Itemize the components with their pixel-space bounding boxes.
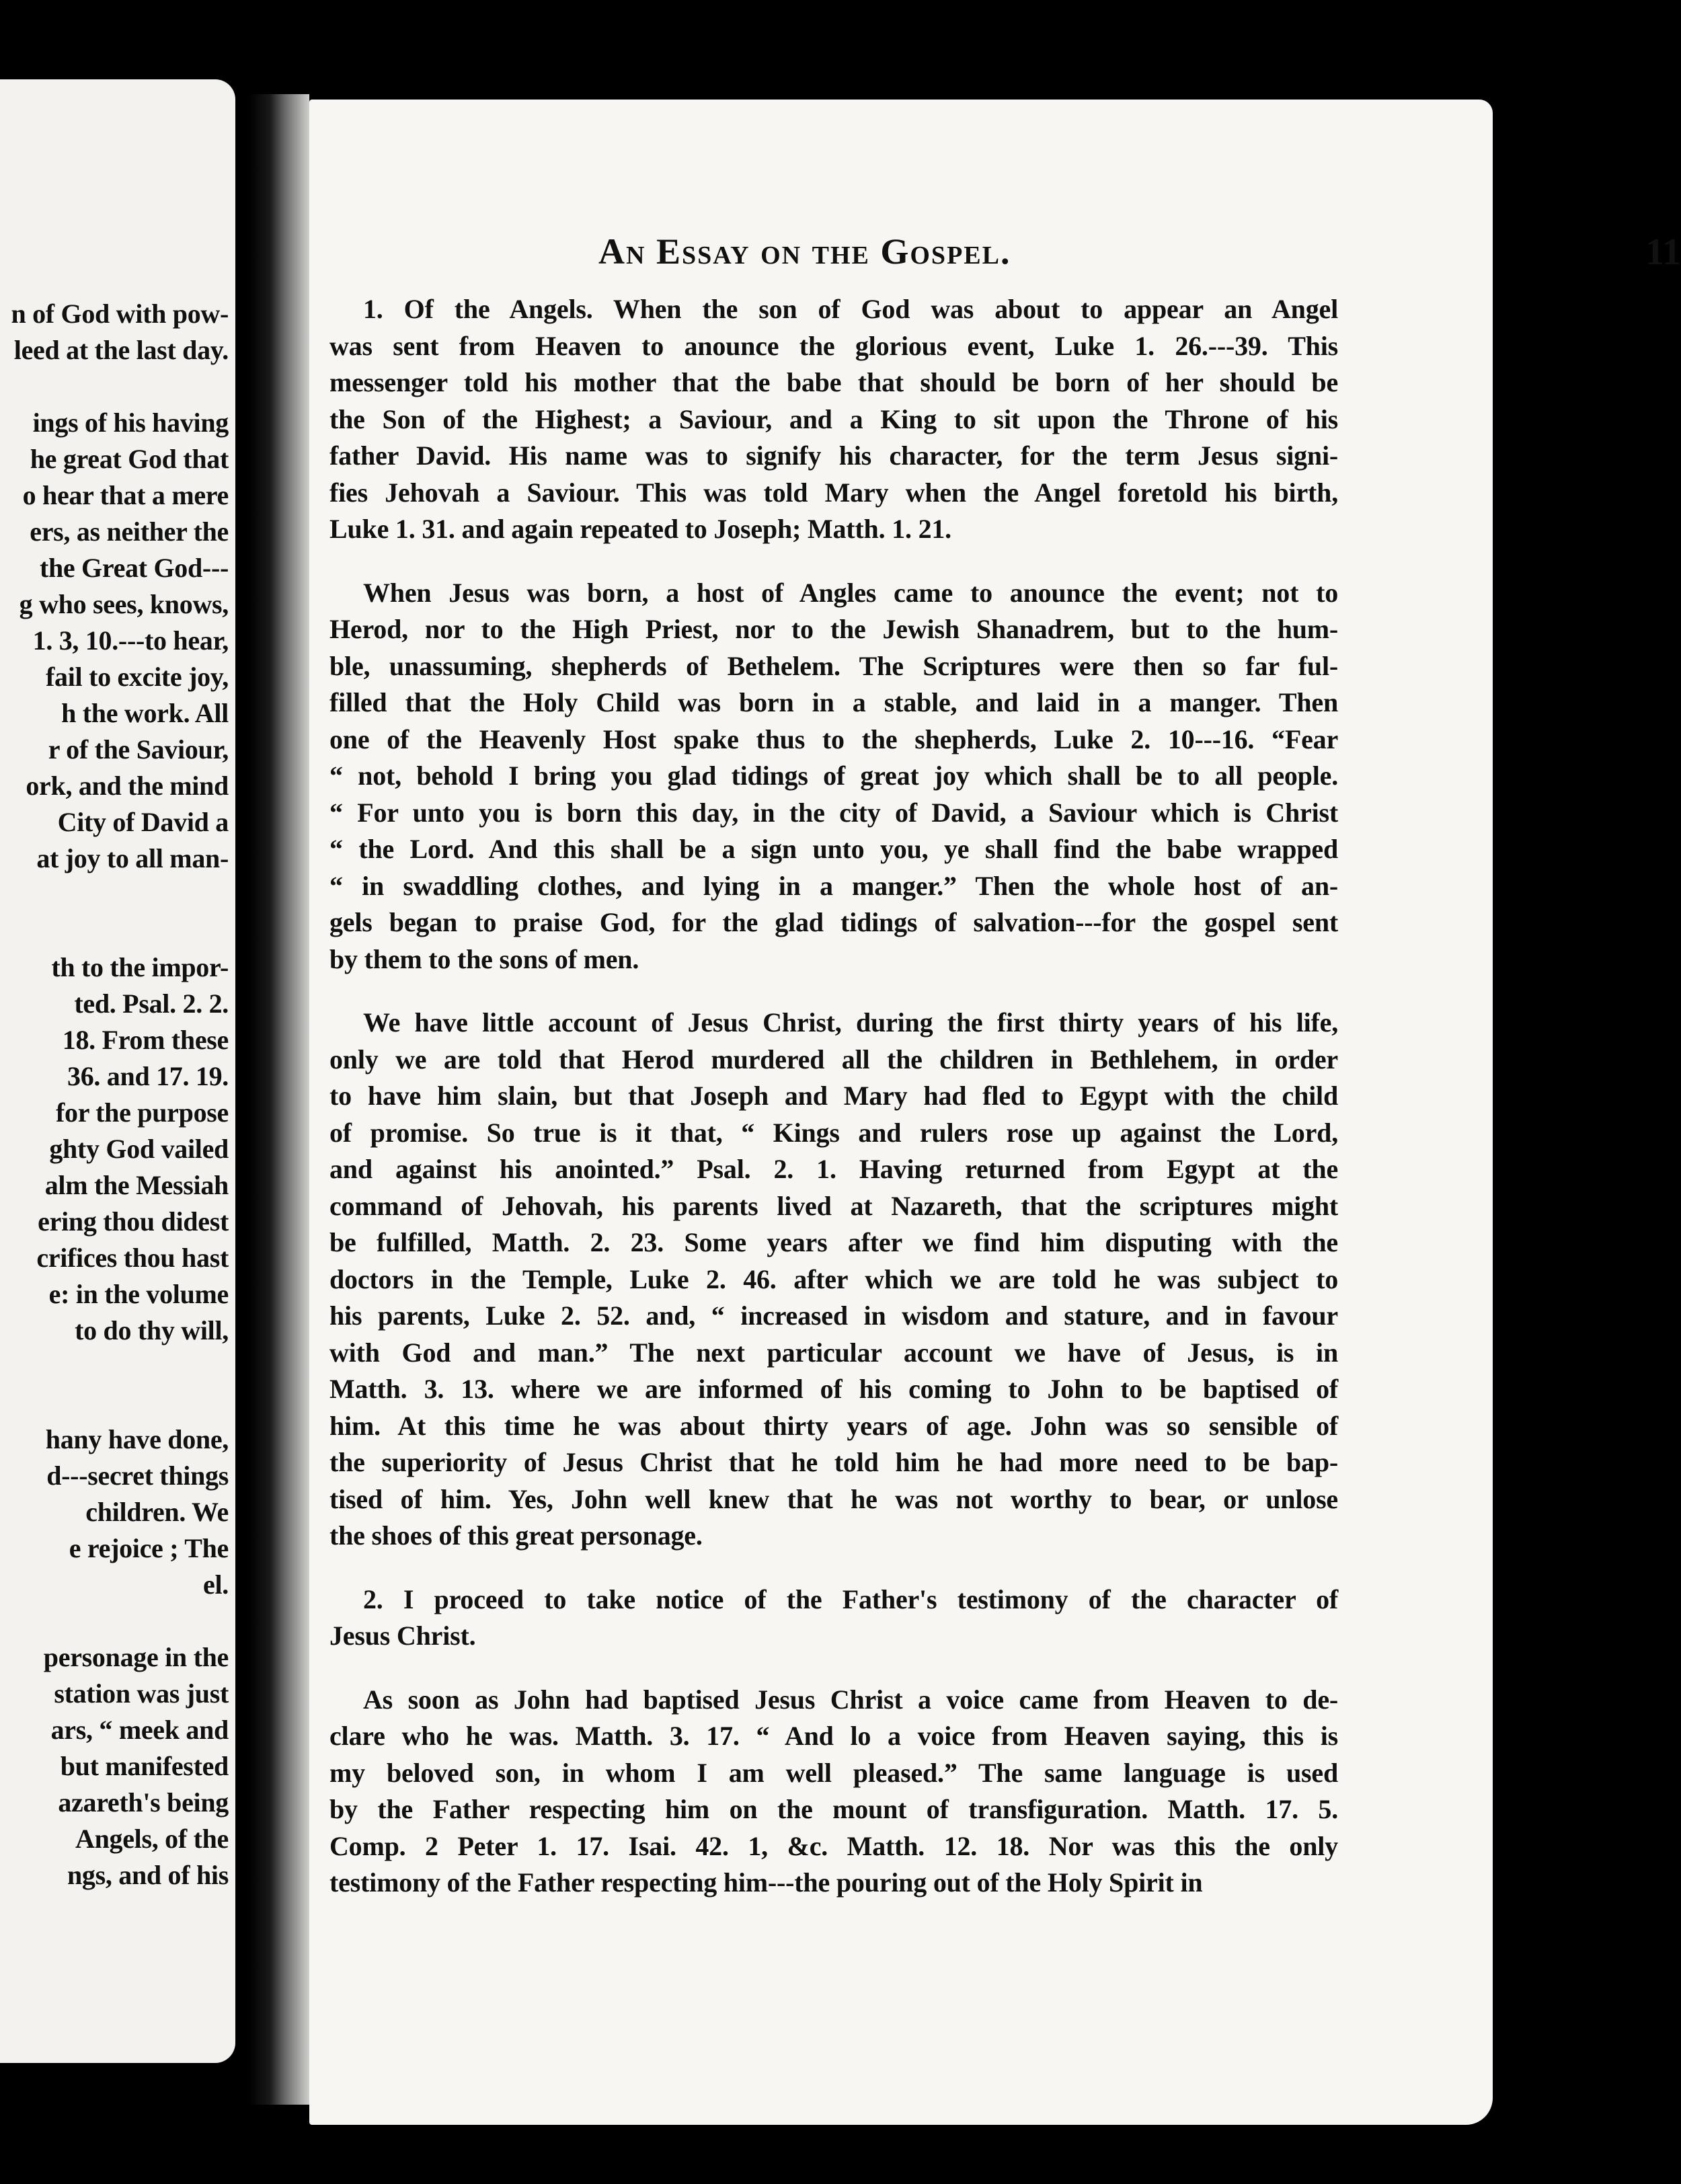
left-page-line: h the work. All bbox=[61, 698, 229, 728]
left-page-line: ering thou didest bbox=[38, 1206, 229, 1237]
right-page bbox=[309, 100, 1681, 2125]
running-head bbox=[598, 231, 1681, 284]
text-line: was sent from Heaven to anounce the glorious event, Luke 1. 26.---39. This bbox=[329, 330, 1338, 361]
left-page-line: e: in the volume bbox=[48, 1279, 229, 1309]
left-page-line: ars, “ meek and bbox=[50, 1715, 229, 1745]
text-line: “ not, behold I bring you glad tidings of great joy which shall be to all people. bbox=[329, 760, 1338, 791]
text-line: 2. I proceed to take notice of the Father's testimony of the character of bbox=[363, 1584, 1338, 1614]
left-page-line: azareth's being bbox=[58, 1787, 229, 1818]
left-page-line: ork, and the mind bbox=[26, 771, 229, 801]
left-page-line: personage in the bbox=[43, 1642, 229, 1672]
left-page-line: 18. From these bbox=[62, 1025, 229, 1055]
left-page-line: ers, as neither the bbox=[30, 516, 229, 547]
text-line: to have him slain, but that Joseph and Mary had fled to Egypt with the child bbox=[329, 1081, 1338, 1111]
left-page-line: hany have done, bbox=[45, 1424, 229, 1454]
text-line: Herod, nor to the High Priest, nor to the Jewish Shanadrem, but to the hum- bbox=[329, 614, 1338, 644]
left-page-line bbox=[0, 1603, 229, 1639]
left-page-line: n of God with pow- bbox=[11, 299, 229, 329]
text-line: the shoes of this great personage. bbox=[329, 1520, 703, 1551]
book-gutter bbox=[249, 94, 309, 2105]
text-line: the Son of the Highest; a Saviour, and a King to sit upon the Throne of his bbox=[329, 403, 1338, 434]
left-page-line: r of the Saviour, bbox=[48, 734, 229, 765]
text-line: the superiority of Jesus Christ that he told him he had more need to be bap- bbox=[329, 1447, 1338, 1477]
left-page-line: station was just bbox=[54, 1678, 229, 1709]
left-page-line: el. bbox=[203, 1569, 229, 1600]
text-line: only we are told that Herod murdered all the children in Bethlehem, in order bbox=[329, 1044, 1338, 1075]
left-page-line: e rejoice ; The bbox=[69, 1533, 229, 1563]
left-page-line: Angels, of the bbox=[75, 1824, 229, 1854]
left-page-line bbox=[0, 877, 229, 913]
text-line: As soon as John had baptised Jesus Christ a voice came from Heaven to de- bbox=[363, 1684, 1338, 1715]
text-line: one of the Heavenly Host spake thus to the shepherds, Luke 2. 10---16. “Fear bbox=[329, 724, 1338, 754]
left-page-line: leed at the last day. bbox=[13, 335, 229, 365]
left-page-line: 36. and 17. 19. bbox=[67, 1061, 229, 1091]
text-line: We have little account of Jesus Christ, during the first thirty years of his life, bbox=[363, 1007, 1338, 1038]
text-line: “ the Lord. And this shall be a sign unto you, ye shall find the babe wrapped bbox=[329, 834, 1338, 864]
text-line: be fulfilled, Matth. 2. 23. Some years after we find him disputing with the bbox=[329, 1227, 1338, 1257]
paragraph bbox=[329, 291, 1338, 548]
text-line: Matth. 3. 13. where we are informed of his coming to John to be baptised of bbox=[329, 1374, 1338, 1404]
text-line: by the Father respecting him on the mount of transfiguration. Matth. 17. 5. bbox=[329, 1794, 1338, 1824]
left-page-line: 1. 3, 10.---to hear, bbox=[32, 625, 229, 656]
text-line: gels began to praise God, for the glad tidings of salvation---for the gospel sent bbox=[329, 907, 1338, 937]
left-page-line: ngs, and of his bbox=[67, 1860, 229, 1890]
text-line: messenger told his mother that the babe that should be born of her should be bbox=[329, 367, 1338, 397]
text-line: ble, unassuming, shepherds of Bethelem. The Scriptures were then so far ful- bbox=[329, 650, 1338, 681]
text-line: 1. Of the Angels. When the son of God was about to appear an Angel bbox=[363, 294, 1338, 324]
text-line: “ in swaddling clothes, and lying in a manger.” Then the whole host of an- bbox=[329, 870, 1338, 901]
left-page-line: d---secret things bbox=[46, 1460, 229, 1491]
text-line: by them to the sons of men. bbox=[329, 943, 639, 974]
left-page-line bbox=[0, 368, 229, 405]
left-page-line: o hear that a mere bbox=[22, 480, 229, 510]
text-line: Jesus Christ. bbox=[329, 1621, 476, 1651]
text-line: doctors in the Temple, Luke 2. 46. after which we are told he was subject to bbox=[329, 1263, 1338, 1294]
text-line: Comp. 2 Peter 1. 17. Isai. 42. 1, &c. Matth. 12. 18. Nor was this the only bbox=[329, 1830, 1338, 1861]
text-line: his parents, Luke 2. 52. and, “ increased in wisdom and stature, and in favour bbox=[329, 1300, 1338, 1331]
paragraph bbox=[329, 1582, 1338, 1655]
left-page-line: City of David a bbox=[57, 807, 229, 837]
left-page-line: to do thy will, bbox=[75, 1315, 229, 1346]
left-page-line bbox=[0, 913, 229, 949]
text-line: When Jesus was born, a host of Angles came to anounce the event; not to bbox=[363, 577, 1338, 608]
page-body bbox=[329, 291, 1338, 1928]
running-title: An Essay on the Gospel. bbox=[598, 231, 1011, 272]
paragraph bbox=[329, 575, 1338, 978]
left-page-line: crifices thou hast bbox=[36, 1243, 229, 1273]
page-number: 11 bbox=[1645, 231, 1681, 273]
left-page-line: ghty God vailed bbox=[49, 1134, 229, 1164]
left-page bbox=[0, 79, 235, 2063]
left-page-line: for the purpose bbox=[56, 1097, 229, 1128]
paragraph bbox=[329, 1682, 1338, 1902]
left-page-line: he great God that bbox=[30, 444, 229, 474]
text-line: testimony of the Father respecting him---the pouring out of the Holy Spirit in bbox=[329, 1867, 1203, 1898]
left-page-line: but manifested bbox=[60, 1751, 229, 1781]
left-page-line: th to the impor- bbox=[51, 952, 229, 982]
text-line: fies Jehovah a Saviour. This was told Mary when the Angel foretold his birth, bbox=[329, 477, 1338, 508]
left-page-line: the Great God--- bbox=[39, 553, 229, 583]
left-page-line: alm the Messiah bbox=[44, 1170, 229, 1200]
left-page-line: fail to excite joy, bbox=[46, 662, 229, 692]
text-line: filled that the Holy Child was born in a stable, and laid in a manger. Then bbox=[329, 687, 1338, 717]
text-line: Luke 1. 31. and again repeated to Joseph; Matth. 1. 21. bbox=[329, 514, 951, 544]
left-page-line bbox=[0, 1385, 229, 1421]
left-page-line: ted. Psal. 2. 2. bbox=[74, 988, 229, 1019]
text-line: tised of him. Yes, John well knew that he was not worthy to bear, or unlose bbox=[329, 1483, 1338, 1514]
text-line: father David. His name was to signify his character, for the term Jesus signi- bbox=[329, 440, 1338, 471]
text-line: my beloved son, in whom I am well pleased.” The same language is used bbox=[329, 1757, 1338, 1788]
text-line: him. At this time he was about thirty years of age. John was so sensible of bbox=[329, 1410, 1338, 1441]
text-line: command of Jehovah, his parents lived at Nazareth, that the scriptures might bbox=[329, 1190, 1338, 1221]
left-page-line: ings of his having bbox=[32, 407, 229, 438]
left-page-line bbox=[0, 1349, 229, 1385]
text-line: and against his anointed.” Psal. 2. 1. Having returned from Egypt at the bbox=[329, 1154, 1338, 1184]
left-page-line: at joy to all man- bbox=[36, 843, 229, 873]
left-page-text bbox=[0, 296, 229, 1894]
paragraph bbox=[329, 1005, 1338, 1555]
left-page-line: children. We bbox=[85, 1497, 229, 1527]
text-line: “ For unto you is born this day, in the city of David, a Saviour which is Christ bbox=[329, 797, 1338, 828]
text-line: clare who he was. Matth. 3. 17. “ And lo a voice from Heaven saying, this is bbox=[329, 1721, 1338, 1751]
text-line: with God and man.” The next particular account we have of Jesus, is in bbox=[329, 1337, 1338, 1368]
left-page-line: g who sees, knows, bbox=[19, 589, 229, 619]
text-line: of promise. So true is it that, “ Kings and rulers rose up against the Lord, bbox=[329, 1117, 1338, 1148]
